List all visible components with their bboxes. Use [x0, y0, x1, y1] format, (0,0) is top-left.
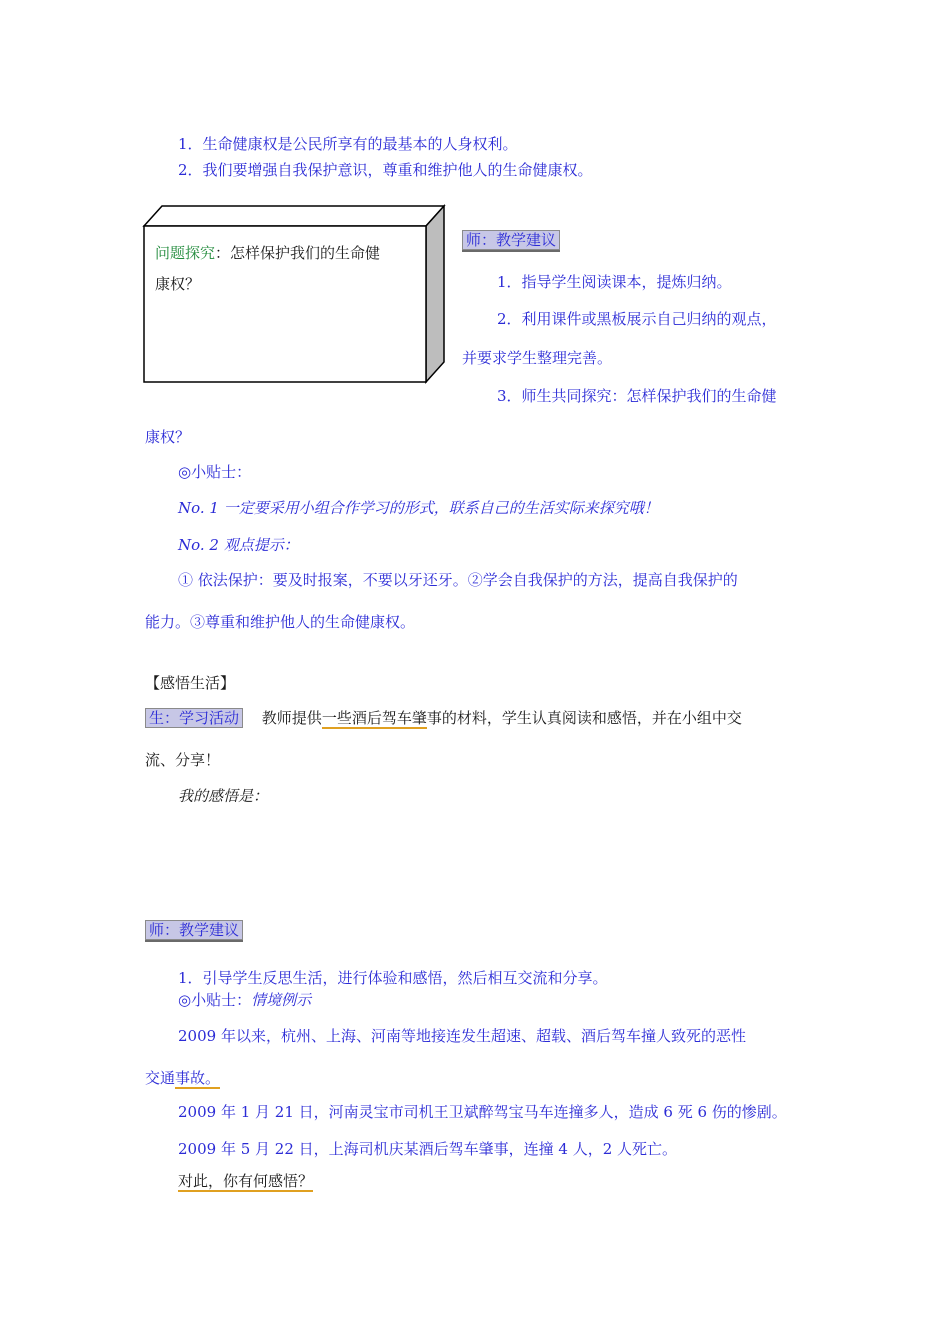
inquiry-text-line1: [155, 243, 380, 263]
activity-text-b: 一些酒后驾车肇: [321, 709, 427, 727]
activity-line2: 流、分享！: [145, 751, 221, 769]
teacher-tag-1: [462, 230, 560, 250]
teacher-tag-2: [145, 920, 243, 940]
tip-no2: No. 2 观点提示：: [178, 536, 299, 554]
intro-point-2: 2．我们要增强自我保护意识，尊重和维护他人的生命健康权。: [178, 161, 593, 179]
tip-no1: No. 1 一定要采用小组合作学习的形式，联系自己的生活实际来探究哦！: [178, 499, 659, 517]
question-line: [178, 1171, 313, 1191]
question: 对此，你有何感悟？: [178, 1172, 314, 1190]
teacher-suggestion-tag-2: 师：教学建议: [145, 920, 243, 940]
inquiry-question: ：怎样保护我们的生命健: [215, 244, 381, 262]
case3: 2009 年 5 月 22 日，上海司机庆某酒后驾车肇事，连撞 4 人，2 人死亡。: [178, 1140, 678, 1158]
teacher1-item-1: 1．指导学生阅读课本，提炼归纳。: [497, 273, 732, 291]
case2: 2009 年 1 月 21 日，河南灵宝市司机王卫斌醉驾宝马车连撞多人，造成 6 死 6 伤的惨剧。: [178, 1103, 787, 1121]
teacher1-item-3: 3．师生共同探究：怎样保护我们的生命健: [497, 387, 777, 405]
teacher1-item-3-cont: 康权？: [145, 428, 191, 446]
case1-line1: 2009 年以来，杭州、上海、河南等地接连发生超速、超载、酒后驾车撞人致死的恶性: [178, 1027, 746, 1045]
case1-line2-a: 交通: [145, 1069, 176, 1087]
student-activity-tag: 生：学习活动: [145, 708, 243, 728]
teacher1-item-2: 2．利用课件或黑板展示自己归纳的观点，: [497, 310, 777, 328]
inquiry-text-line2: 康权？: [155, 275, 201, 293]
my-feeling-label: 我的感悟是：: [178, 787, 269, 805]
teacher2-tip: [178, 990, 311, 1010]
tips-heading: ◎小贴士：: [178, 463, 252, 481]
activity-text-a: 教师提供: [261, 709, 322, 727]
intro-point-1: 1．生命健康权是公民所享有的最基本的人身权利。: [178, 135, 518, 153]
teacher-suggestion-tag: 师：教学建议: [462, 230, 560, 250]
activity-text-c: 事的材料，学生认真阅读和感悟，并在小组中交: [426, 709, 742, 727]
teacher2-item-1: 1．引导学生反思生活，进行体验和感悟，然后相互交流和分享。: [178, 969, 608, 987]
case1-line2: [145, 1068, 220, 1088]
teacher2-tip-label: ◎小贴士：: [178, 991, 252, 1009]
section-title: 【感悟生活】: [145, 674, 236, 692]
student-activity-line: [145, 708, 742, 728]
teacher1-item-2-cont: 并要求学生整理完善。: [462, 349, 613, 367]
tip-points-line1: ① 依法保护：要及时报案，不要以牙还牙。②学会自我保护的方法，提高自我保护的: [178, 571, 738, 589]
inquiry-label: 问题探究: [155, 244, 216, 262]
teacher2-tip-example: 情境例示: [251, 991, 312, 1009]
case1-line2-b: 事故。: [175, 1069, 221, 1087]
tip-points-line2: 能力。③尊重和维护他人的生命健康权。: [145, 613, 416, 631]
